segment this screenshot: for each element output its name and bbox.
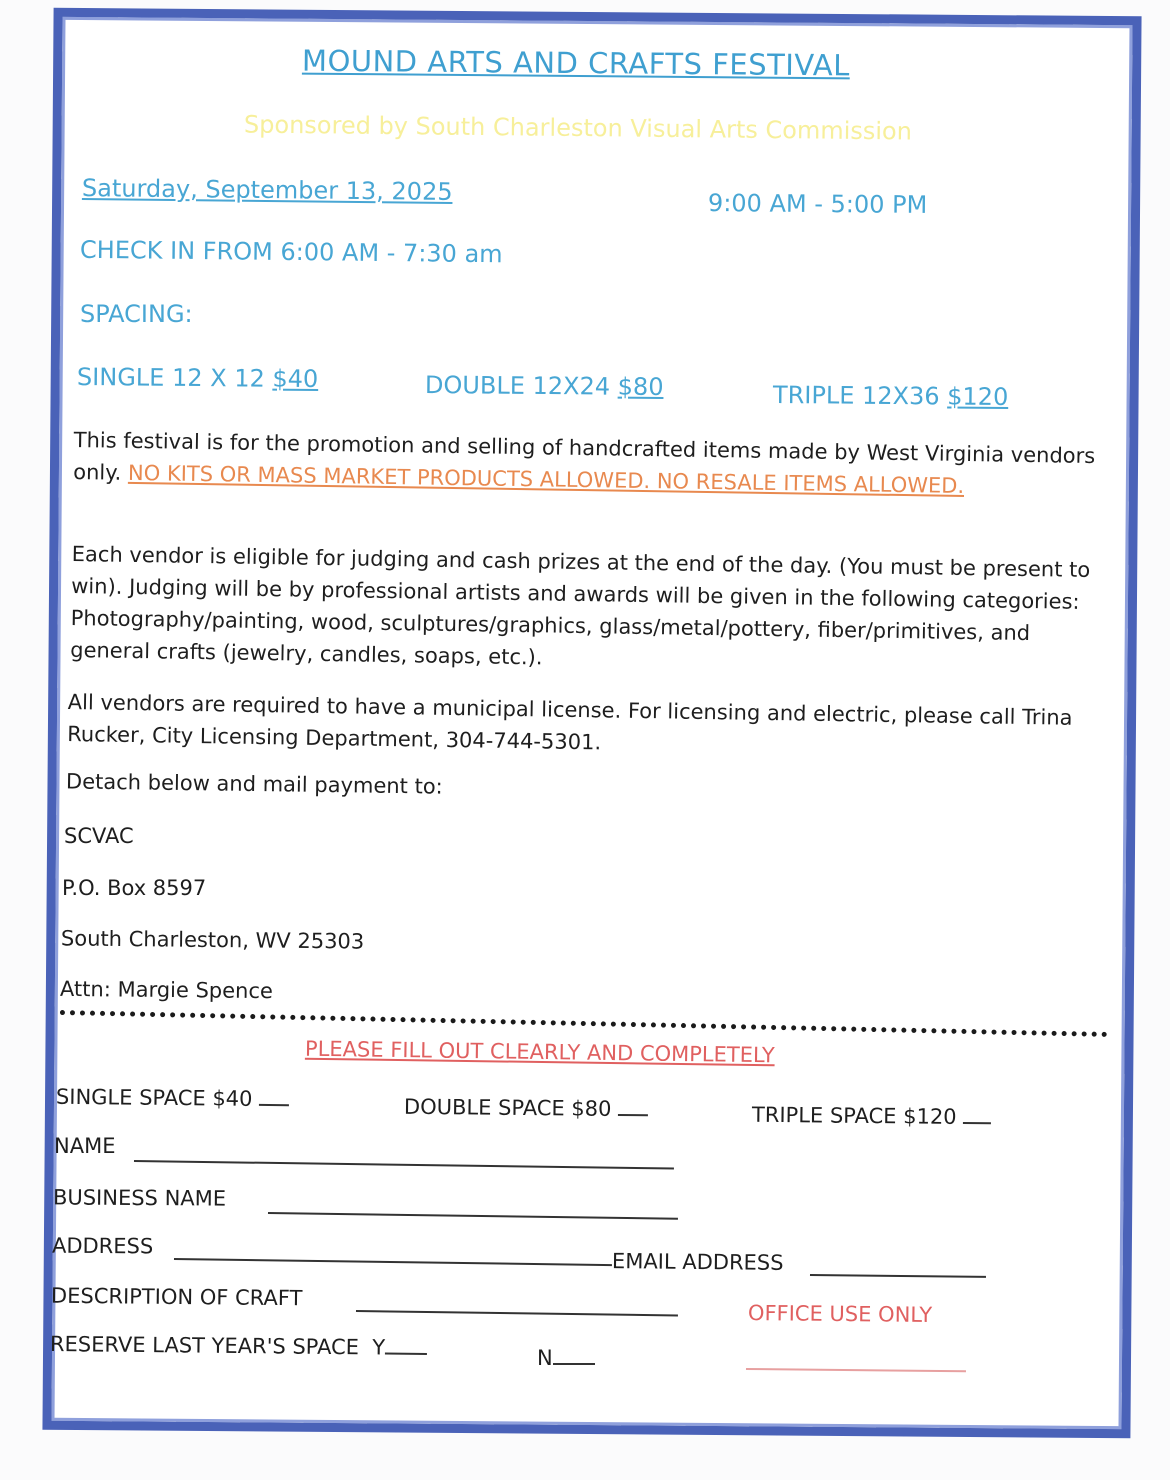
- double-space-blank[interactable]: [618, 1114, 648, 1116]
- double-space-label: DOUBLE SPACE $80: [403, 1094, 612, 1121]
- reserve-space-label: RESERVE LAST YEAR'S SPACE: [49, 1332, 360, 1360]
- form-instruction: PLEASE FILL OUT CLEARLY AND COMPLETELY: [304, 1036, 775, 1068]
- description-label: DESCRIPTION OF CRAFT: [50, 1283, 303, 1311]
- license-paragraph: All vendors are required to have a municipal license. For licensing and electric, please call Trina Rucker, City Licensing Department, 304-744-5301.: [67, 689, 1073, 755]
- address-label: ADDRESS: [51, 1233, 154, 1259]
- address-line-1: SCVAC: [64, 824, 134, 848]
- email-field[interactable]: [810, 1274, 986, 1278]
- warning-text: NO KITS OR MASS MARKET PRODUCTS ALLOWED. NO RESALE ITEMS ALLOWED.: [127, 460, 965, 498]
- name-field[interactable]: [134, 1160, 674, 1170]
- triple-space-label: TRIPLE SPACE $120: [751, 1102, 957, 1129]
- single-space-option[interactable]: [56, 1085, 289, 1111]
- spacing-double-price: $80: [617, 372, 664, 402]
- description-field[interactable]: [356, 1310, 678, 1316]
- single-space-blank[interactable]: [259, 1104, 289, 1106]
- address-field[interactable]: [174, 1258, 612, 1266]
- attention-line: Attn: Margie Spence: [59, 976, 274, 1004]
- office-use-field: [746, 1368, 966, 1372]
- detach-line: [60, 1010, 1108, 1037]
- spacing-triple: [773, 381, 1009, 411]
- double-space-option[interactable]: [404, 1095, 648, 1122]
- reserve-no-label: N: [537, 1346, 553, 1370]
- triple-space-blank[interactable]: [963, 1122, 991, 1124]
- office-use-label: OFFICE USE ONLY: [747, 1301, 933, 1327]
- name-label: NAME: [54, 1134, 116, 1158]
- spacing-double-label: DOUBLE 12X24: [424, 370, 611, 401]
- spacing-single-label: SINGLE 12 X 12: [76, 362, 265, 393]
- intro-paragraph: [73, 424, 1104, 504]
- business-name-field[interactable]: [268, 1212, 678, 1220]
- judging-paragraph: Each vendor is eligible for judging and cash prizes at the end of the day. (You must be present to win). Judging will be by professional artists and awards will be given in the following categories: Photography/painting, wood, sculptures/graphics, glass/metal/pottery, fiber/primitives, and general crafts (jewelry, candles, soaps, etc.).: [70, 541, 1091, 670]
- reserve-yes-label: Y: [372, 1335, 386, 1360]
- business-name-label: BUSINESS NAME: [52, 1185, 227, 1211]
- address-line-3: South Charleston, WV 25303: [60, 926, 365, 954]
- reserve-yes-blank[interactable]: [385, 1353, 427, 1355]
- intro-text: This festival is for the promotion and selling of handcrafted items made by West Virginia vendors only.: [73, 427, 1096, 485]
- reserve-no-blank[interactable]: [553, 1363, 595, 1365]
- detach-instruction: Detach below and mail payment to:: [65, 769, 443, 799]
- spacing-triple-price: $120: [947, 382, 1009, 412]
- page-title: MOUND ARTS AND CRAFTS FESTIVAL: [301, 43, 850, 83]
- spacing-double: [425, 371, 664, 401]
- sponsor-line: Sponsored by South Charleston Visual Arts Commission: [243, 110, 913, 146]
- single-space-label: SINGLE SPACE $40: [55, 1084, 253, 1111]
- address-line-2: P.O. Box 8597: [62, 876, 207, 900]
- spacing-single: [77, 363, 319, 393]
- event-date: Saturday, September 13, 2025: [81, 174, 453, 206]
- event-hours: 9:00 AM - 5:00 PM: [707, 189, 928, 219]
- triple-space-option[interactable]: [752, 1103, 992, 1130]
- email-label: EMAIL ADDRESS: [611, 1249, 784, 1275]
- reserve-no-option[interactable]: [537, 1346, 595, 1370]
- spacing-single-price: $40: [272, 364, 319, 394]
- checkin-time: CHECK IN FROM 6:00 AM - 7:30 am: [79, 235, 503, 269]
- reserve-space-row: [50, 1332, 427, 1360]
- spacing-label: SPACING:: [80, 300, 193, 328]
- spacing-triple-label: TRIPLE 12X36: [772, 380, 940, 411]
